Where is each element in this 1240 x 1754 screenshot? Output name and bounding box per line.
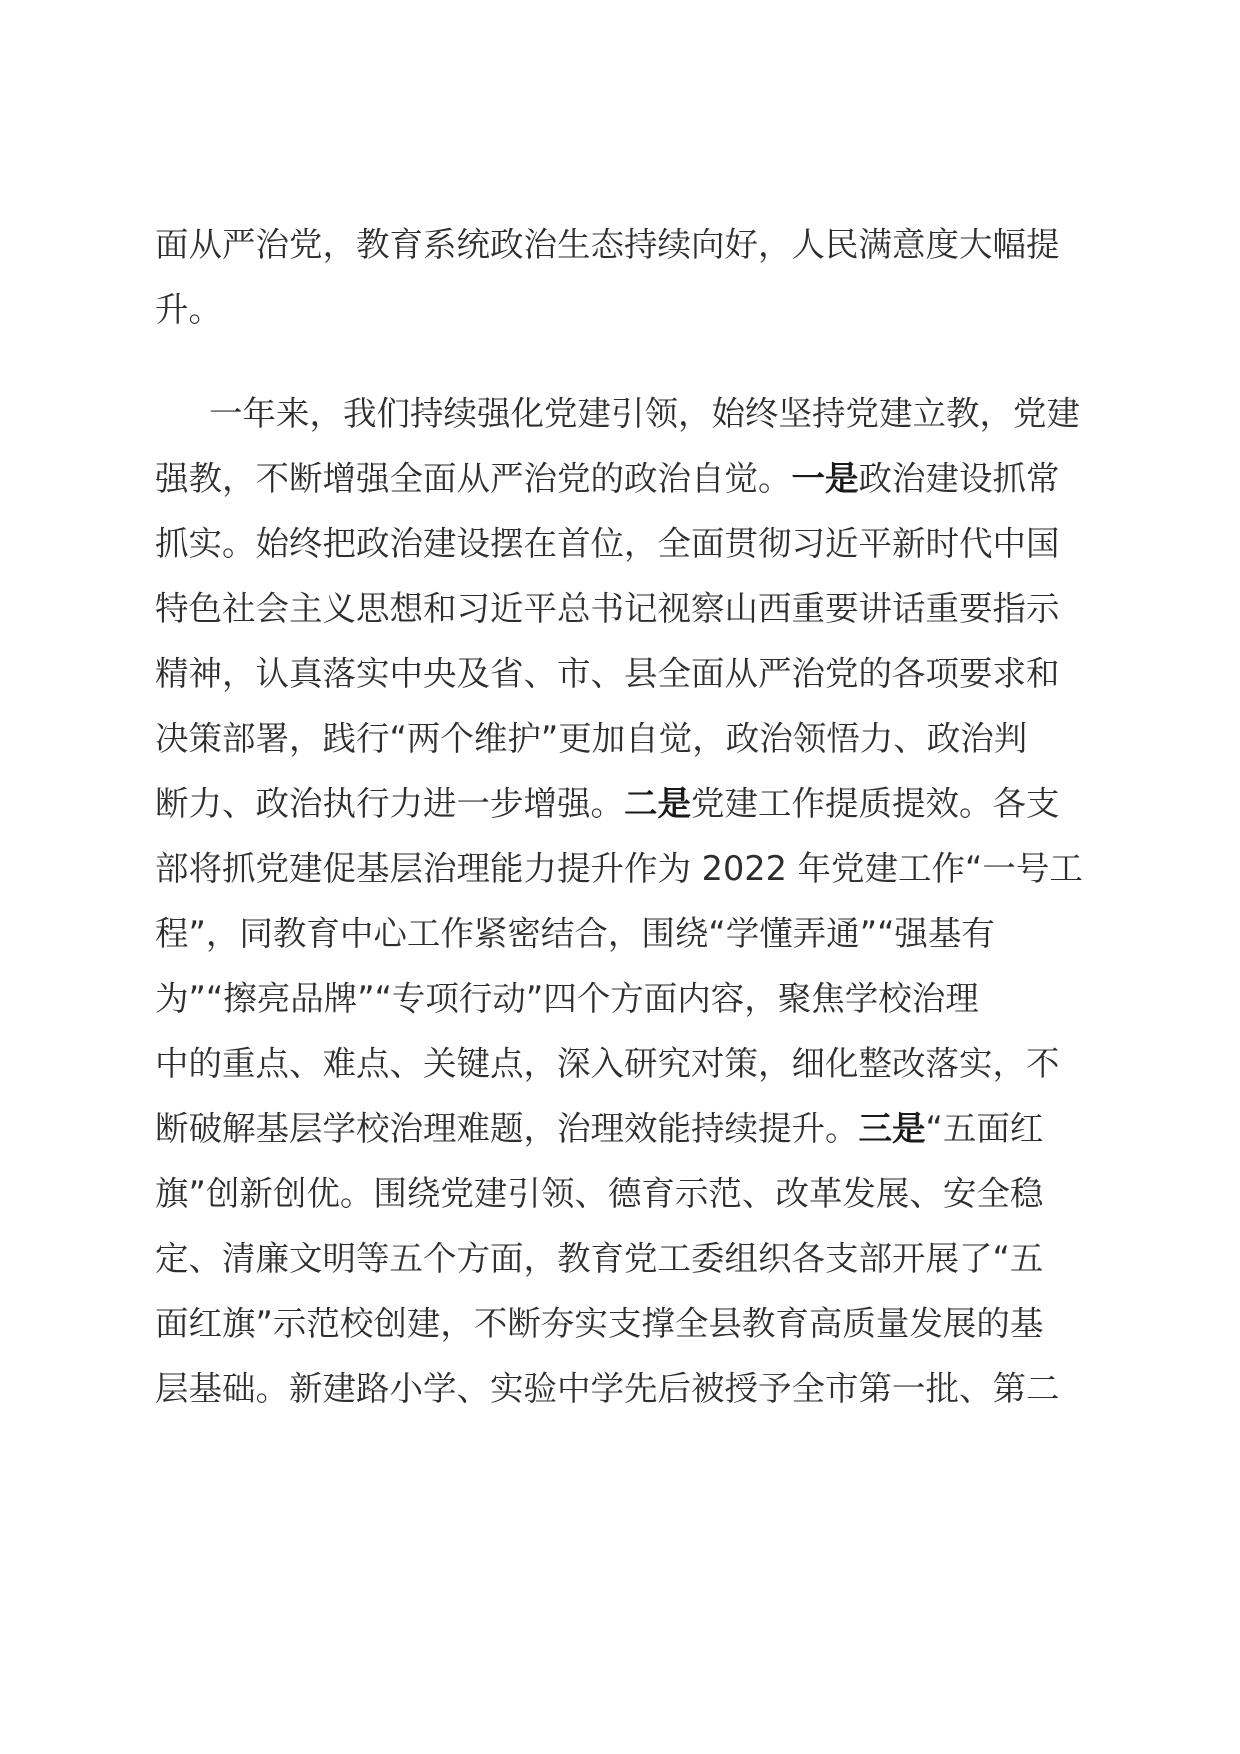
emphasis-marker: 一是: [791, 459, 859, 498]
text-line: 程”，同教育中心工作紧密结合，围绕“学懂弄通”“强基有: [155, 914, 995, 953]
body-paragraph: [155, 381, 1083, 1421]
emphasis-marker: 三是: [858, 1109, 926, 1148]
text-line: 中的重点、难点、关键点，深入研究对策，细化整改落实，不: [155, 1044, 1060, 1083]
text-line: [155, 771, 1083, 836]
text-line: [155, 1096, 1083, 1161]
text-line: 层基础。新建路小学、实验中学先后被授予全市第一批、第二: [155, 1369, 1060, 1408]
text-line: 面从严治党，教育系统政治生态持续向好，人民满意度大幅提: [155, 225, 1060, 264]
text-line: [155, 446, 1083, 511]
text-line: 部将抓党建促基层治理能力提升作为 2022 年党建工作“一号工: [155, 849, 1083, 888]
text-line: 一年来，我们持续强化党建引领，始终坚持党建立教，党建: [209, 394, 1080, 433]
text-line: 升。: [155, 290, 222, 329]
body-paragraph: [155, 212, 1060, 342]
text-line: 抓实。始终把政治建设摆在首位，全面贯彻习近平新时代中国: [155, 524, 1060, 563]
text-line: 决策部署，践行“两个维护”更加自觉，政治领悟力、政治判: [155, 719, 1028, 758]
text-segment: 强教，不断增强全面从严治党的政治自觉。: [155, 459, 792, 498]
text-segment: 党建工作提质提效。各支: [691, 784, 1060, 823]
text-line: 精神，认真落实中央及省、市、县全面从严治党的各项要求和: [155, 654, 1060, 693]
text-line: 定、清廉文明等五个方面，教育党工委组织各支部开展了“五: [155, 1239, 1044, 1278]
text-segment: 断破解基层学校治理难题，治理效能持续提升。: [155, 1109, 859, 1148]
text-line: 特色社会主义思想和习近平总书记视察山西重要讲话重要指示: [155, 589, 1060, 628]
text-segment: “五面红: [925, 1109, 1044, 1148]
emphasis-marker: 二是: [624, 784, 691, 823]
text-line: 面红旗”示范校创建，不断夯实支撑全县教育高质量发展的基: [155, 1304, 1044, 1343]
text-line: 为”“擦亮品牌”“专项行动”四个方面内容，聚焦学校治理: [155, 979, 979, 1018]
text-line: 旗”创新创优。围绕党建引领、德育示范、改革发展、安全稳: [155, 1174, 1044, 1213]
text-segment: 政治建设抓常: [858, 459, 1060, 498]
text-segment: 断力、政治执行力进一步增强。: [155, 784, 624, 823]
